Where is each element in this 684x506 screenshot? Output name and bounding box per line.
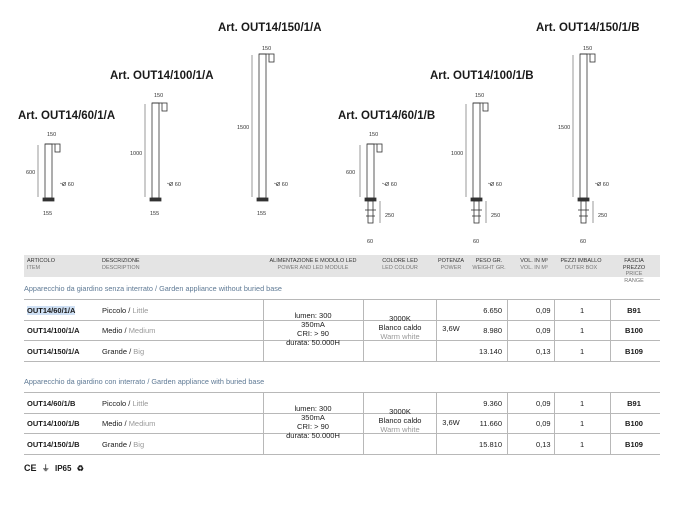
table-row[interactable]: OUT14/150/1/B Grande / Big 15.810 0,13 1 B109 (24, 434, 660, 455)
col-potenza: POTENZA POWER (438, 258, 464, 271)
dim-spikew-b150: 60 (580, 239, 587, 245)
separator (436, 392, 437, 455)
table-row[interactable]: OUT14/100/1/A Medio / Medium 8.980 0,09 1 B100 (24, 320, 660, 341)
row-pezzi: 1 (580, 419, 585, 428)
col-descrizione: DESCRIZIONE DESCRIPTION (102, 258, 140, 271)
col-pezzi: PEZZI IMBALLO OUTER BOX (560, 258, 602, 271)
earth-symbol-icon: ⏚ (41, 464, 50, 473)
row-vol: 0,13 (536, 440, 551, 449)
row-pezzi: 1 (580, 440, 585, 449)
row-pezzi: 1 (580, 347, 585, 356)
separator (436, 299, 437, 362)
dim-dia-b150: Ø 60 (597, 182, 609, 188)
col-vol: VOL. IN M³ VOL. IN M³ (520, 258, 548, 271)
col-alimentazione: ALIMENTAZIONE E MODULO LED POWER AND LED MODULE (269, 258, 357, 271)
article-title-b100: Art. OUT14/100/1/B (430, 70, 534, 82)
row-pezzi: 1 (580, 306, 585, 315)
dim-height-a100: 1000 (130, 151, 143, 157)
dim-dia-b100: Ø 60 (490, 182, 502, 188)
drawing-a150 (252, 54, 278, 201)
weee-bin-icon: ♻ (76, 464, 84, 473)
dim-height-b60: 600 (346, 170, 356, 176)
col-peso: PESO GR. WEIGHT GR. (472, 258, 506, 271)
row-pezzi: 1 (580, 326, 585, 335)
row-code: OUT14/150/1/A (27, 347, 80, 356)
table-row[interactable]: OUT14/150/1/A Grande / Big 13.140 0,13 1 B109 (24, 341, 660, 362)
dim-height-b100: 1000 (451, 151, 464, 157)
row-code: OUT14/100/1/B (27, 419, 80, 428)
row-pezzi: 1 (580, 399, 585, 408)
row-desc: Grande / Big (102, 347, 145, 356)
dim-height-a60: 600 (26, 170, 36, 176)
drawing-a60 (38, 144, 64, 201)
row-code: OUT14/60/1/B (27, 399, 76, 408)
separator (610, 299, 611, 362)
row-code: OUT14/100/1/A (27, 326, 80, 335)
separator (363, 299, 364, 362)
row-code: OUT14/150/1/B (27, 440, 80, 449)
drawing-b100 (466, 103, 492, 223)
section-title-a: Apparecchio da giardino senza interrato / Garden appliance without buried base (24, 284, 282, 293)
dim-dia-a100: Ø 60 (169, 182, 181, 188)
dim-spike-b150: 250 (598, 213, 608, 219)
dim-height-b150: 1500 (558, 125, 571, 131)
table-row[interactable]: OUT14/60/1/A Piccolo / Little 6.650 0,09 1 B91 (24, 299, 660, 321)
row-code: OUT14/60/1/A (27, 306, 76, 315)
col-fascia: FASCIA PREZZO PRICE RANGE (622, 258, 646, 284)
dim-head-a150: 150 (262, 46, 272, 52)
dim-height-a150: 1500 (237, 125, 250, 131)
power-module-b: lumen: 300 350mA CRI: > 90 durata: 50.000H (286, 404, 340, 440)
article-title-a100: Art. OUT14/100/1/A (110, 70, 214, 82)
dim-spike-b100: 250 (491, 213, 501, 219)
separator (507, 392, 508, 455)
dim-base-a150: 155 (257, 211, 267, 217)
separator (263, 392, 264, 455)
dim-head-b100: 150 (475, 93, 485, 99)
article-title-a150: Art. OUT14/150/1/A (218, 22, 322, 34)
row-price: B91 (627, 306, 641, 315)
article-title-b60: Art. OUT14/60/1/B (338, 110, 436, 122)
dim-base-a100: 155 (150, 211, 160, 217)
col-articolo: ARTICOLO ITEM (27, 258, 56, 271)
row-price: B100 (625, 419, 643, 428)
row-vol: 0,09 (536, 399, 551, 408)
row-vol: 0,09 (536, 419, 551, 428)
drawing-b60 (360, 144, 386, 223)
row-desc: Piccolo / Little (102, 306, 149, 315)
dim-dia-b60: Ø 60 (385, 182, 397, 188)
row-desc: Grande / Big (102, 440, 145, 449)
dim-spikew-b60: 60 (367, 239, 374, 245)
row-vol: 0,13 (536, 347, 551, 356)
separator (554, 299, 555, 362)
power-module-a: lumen: 300 350mA CRI: > 90 durata: 50.000H (286, 311, 340, 347)
separator (263, 299, 264, 362)
dim-head-a60: 150 (47, 132, 57, 138)
row-desc: Medio / Medium (102, 326, 156, 335)
ip65-label: IP65 (54, 464, 72, 473)
dim-spike-b60: 250 (385, 213, 395, 219)
dim-base-a60: 155 (43, 211, 53, 217)
separator (554, 392, 555, 455)
row-price: B91 (627, 399, 641, 408)
article-title-a60: Art. OUT14/60/1/A (18, 110, 116, 122)
row-desc: Medio / Medium (102, 419, 156, 428)
row-price: B109 (625, 347, 643, 356)
drawing-b150 (573, 54, 599, 223)
section-title-b: Apparecchio da giardino con interrato / Garden appliance with buried base (24, 377, 265, 386)
dim-dia-a60: Ø 60 (62, 182, 74, 188)
dim-head-b60: 150 (369, 132, 379, 138)
separator (363, 392, 364, 455)
ce-mark-icon: CE (24, 463, 37, 473)
dim-head-a100: 150 (154, 93, 164, 99)
power-b: 3,6W (442, 418, 460, 427)
led-colour-b: 3000K Blanco caldo Warm white (378, 407, 422, 434)
table-row[interactable]: OUT14/100/1/B Medio / Medium 11.660 0,09 1 B100 (24, 413, 660, 434)
table-row[interactable]: OUT14/60/1/B Piccolo / Little 9.360 0,09 1 B91 (24, 392, 660, 414)
col-colore: COLORE LED LED COLOUR (382, 258, 418, 271)
technical-drawings (0, 0, 684, 250)
row-vol: 0,09 (536, 326, 551, 335)
table-header (24, 255, 660, 284)
certifications (24, 463, 87, 474)
row-price: B109 (625, 440, 643, 449)
row-price: B100 (625, 326, 643, 335)
separator (610, 392, 611, 455)
drawing-a100 (145, 103, 171, 201)
dim-head-b150: 150 (583, 46, 593, 52)
dim-dia-a150: Ø 60 (276, 182, 288, 188)
row-vol: 0,09 (536, 306, 551, 315)
power-a: 3,6W (442, 324, 460, 333)
row-desc: Piccolo / Little (102, 399, 149, 408)
dim-spikew-b100: 60 (473, 239, 480, 245)
separator (507, 299, 508, 362)
article-title-b150: Art. OUT14/150/1/B (536, 22, 640, 34)
led-colour-a: 3000K Blanco caldo Warm white (378, 314, 422, 341)
